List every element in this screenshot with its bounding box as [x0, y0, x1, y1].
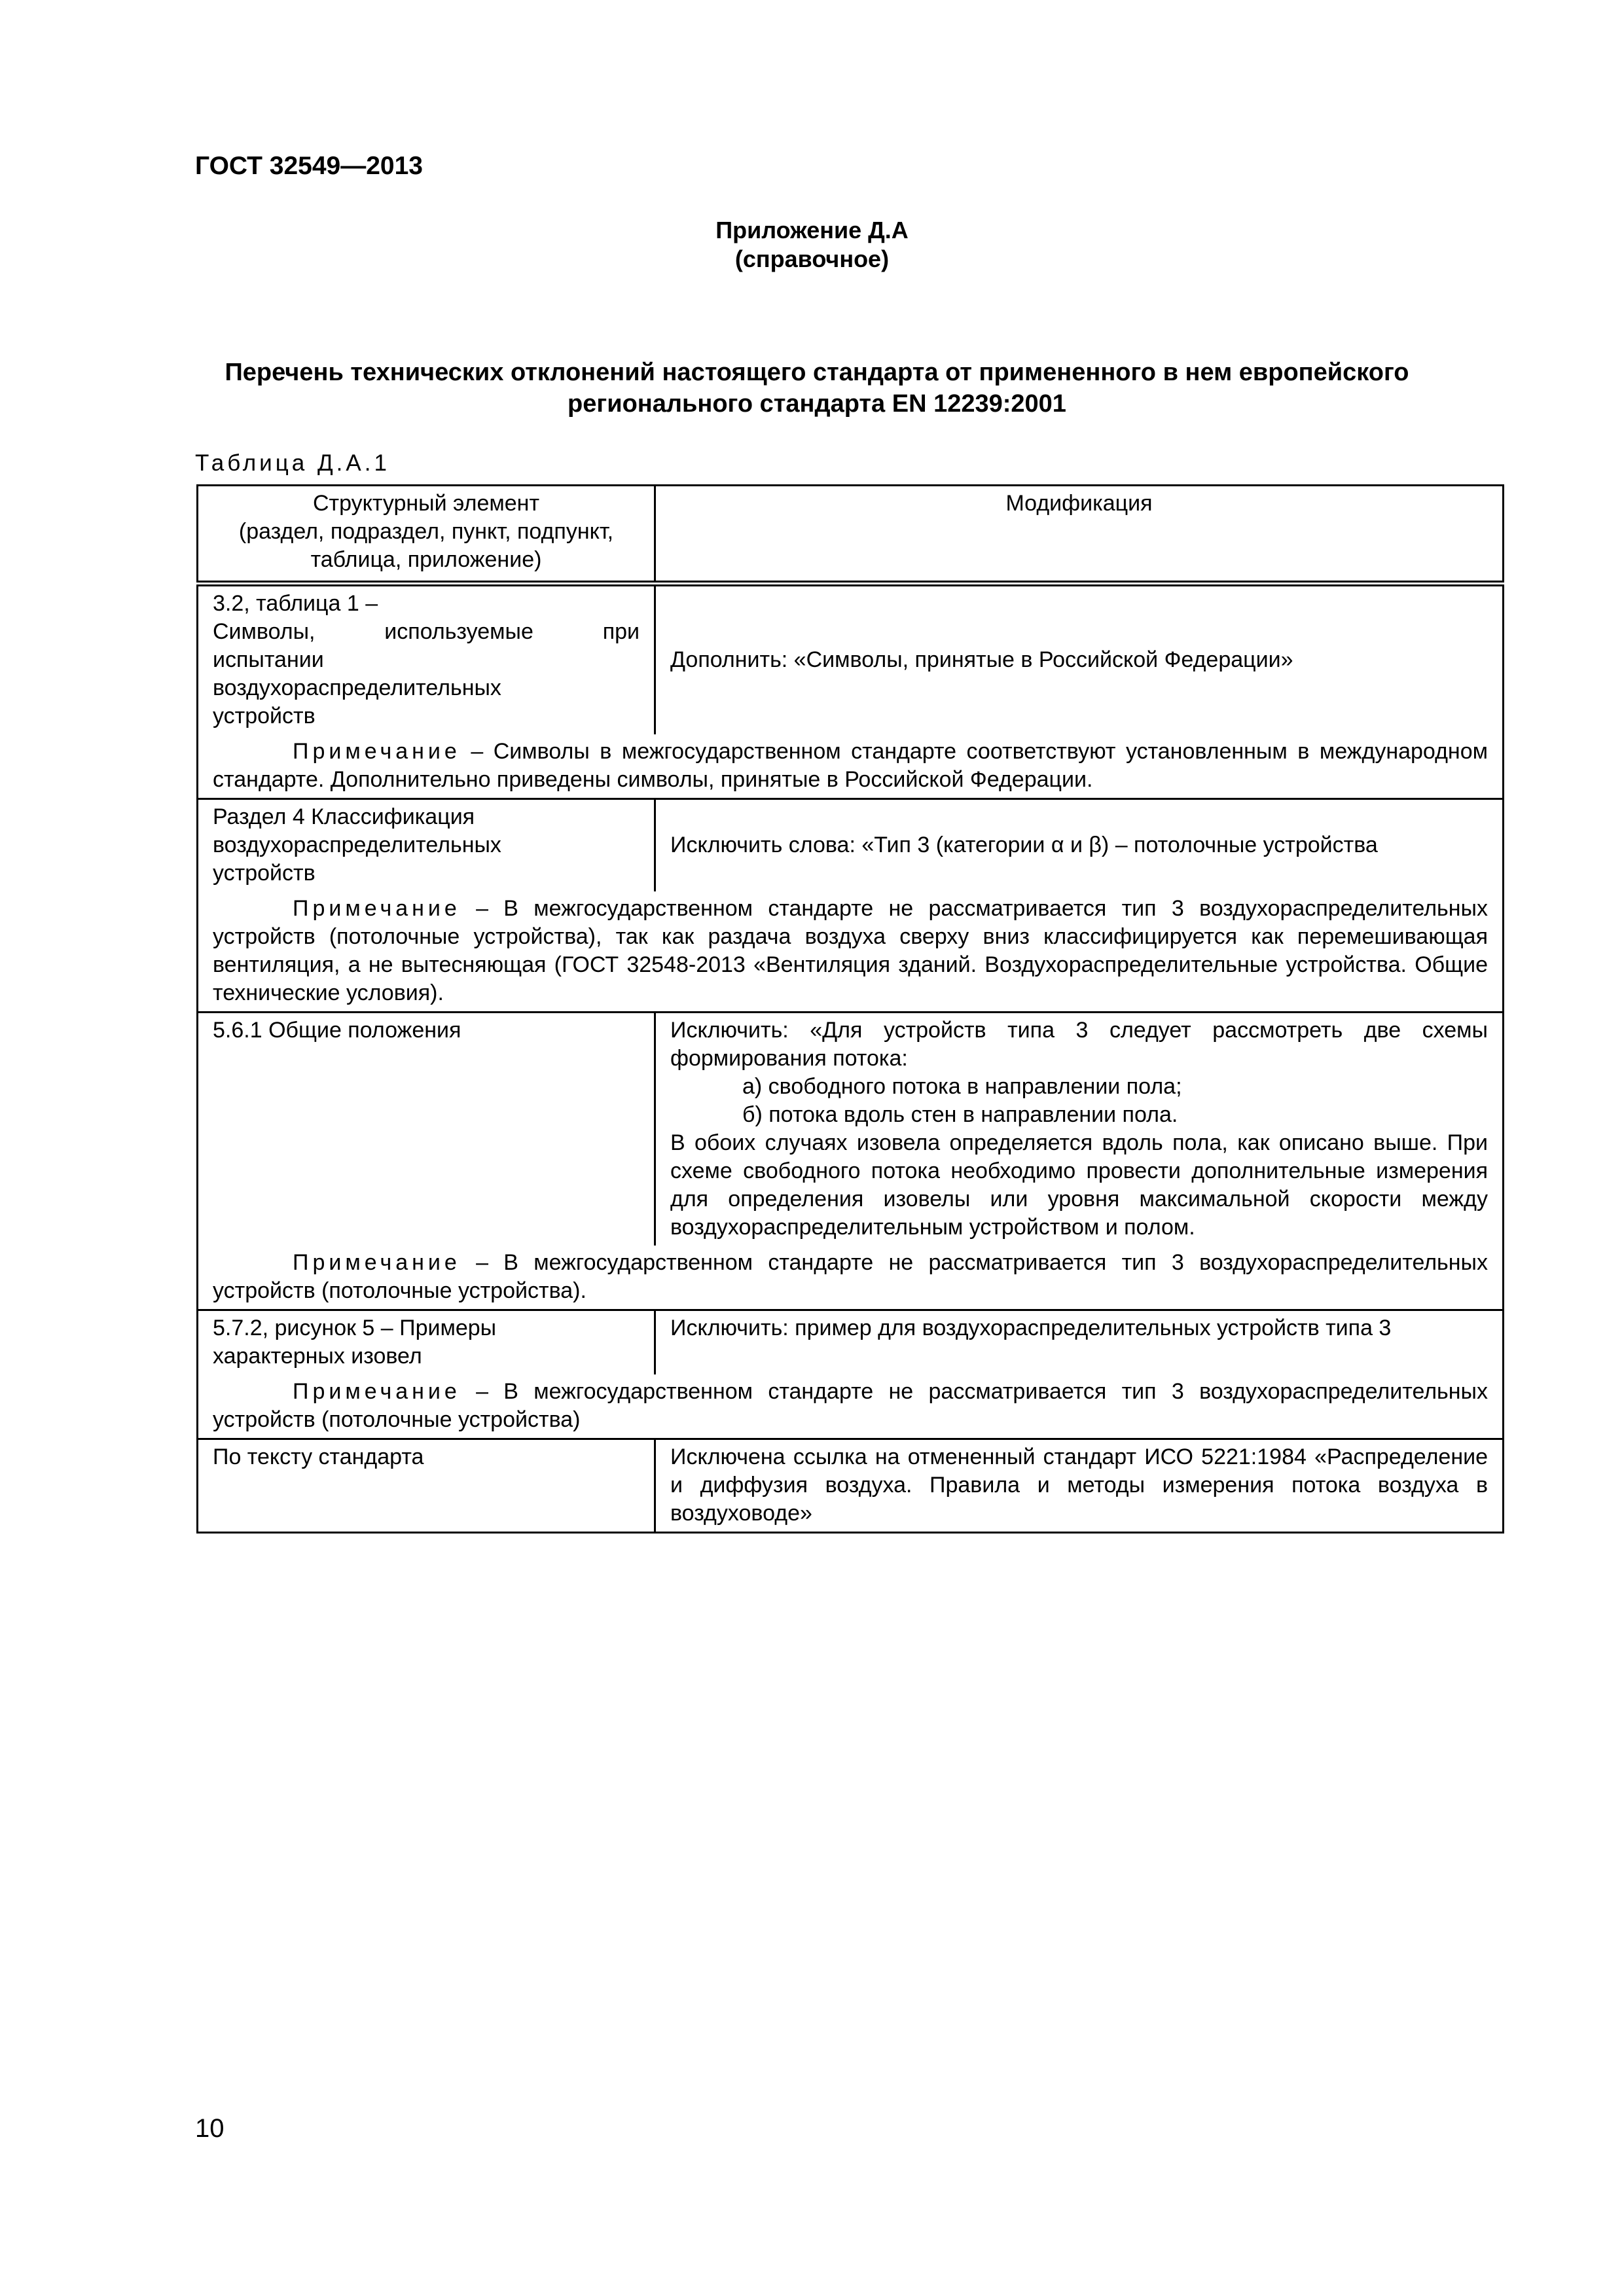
row-modification: Дополнить: «Символы, принятые в Российской Федерации»	[655, 584, 1504, 735]
row-element: Раздел 4 Классификация воздухораспределительных устройств	[198, 799, 655, 892]
row-note: Примечание – В межгосударственном стандарте не рассматривается тип 3 воздухораспределительных устройств (потолочные устройства)	[198, 1374, 1504, 1439]
header-modification: Модификация	[655, 486, 1504, 584]
title-line-1: Перечень технических отклонений настоящего стандарта от примененного в нем европейского	[225, 359, 1409, 386]
document-title	[195, 357, 1439, 420]
header-structural-element: Структурный элемент (раздел, подраздел, пункт, подпункт, таблица, приложение)	[198, 486, 655, 584]
row-modification: Исключить слова: «Тип 3 (категории α и β) – потолочные устройства	[655, 799, 1504, 892]
note-label: Примечание	[293, 1379, 461, 1404]
table-note-row	[198, 891, 1504, 1013]
table-row	[198, 799, 1504, 892]
table-row	[198, 1310, 1504, 1375]
table-caption: Таблица Д.А.1	[195, 450, 390, 476]
row-modification: Исключена ссылка на отмененный стандарт ИСО 5221:1984 «Распределение и диффузия воздуха. Правила и методы измерения потока воздуха в воздуховоде»	[655, 1439, 1504, 1533]
document-code: ГОСТ 32549—2013	[195, 152, 423, 180]
table-header-row	[198, 486, 1504, 584]
row-element: 5.6.1 Общие положения	[198, 1013, 655, 1246]
deviations-table	[196, 484, 1504, 1534]
appendix-type: (справочное)	[734, 245, 890, 272]
table-note-row	[198, 1246, 1504, 1310]
page-number: 10	[195, 2114, 225, 2143]
table-note-row	[198, 734, 1504, 799]
table-row	[198, 584, 1504, 735]
row-modification: Исключить: пример для воздухораспределительных устройств типа 3	[655, 1310, 1504, 1375]
appendix-title: Приложение Д.А	[715, 217, 909, 243]
row-note: Примечание – В межгосударственном стандарте не рассматривается тип 3 воздухораспределительных устройств (потолочные устройства).	[198, 1246, 1504, 1310]
table-note-row	[198, 1374, 1504, 1439]
note-label: Примечание	[293, 896, 461, 921]
note-label: Примечание	[293, 739, 461, 764]
row-element: 3.2, таблица 1 – Символы, используемые при испытании воздухораспределительных устройств	[198, 584, 655, 735]
appendix-heading	[0, 216, 1624, 274]
note-label: Примечание	[293, 1250, 461, 1275]
row-element: 5.7.2, рисунок 5 – Примеры характерных изовел	[198, 1310, 655, 1375]
row-note: Примечание – Символы в межгосударственном стандарте соответствуют установленным в международном стандарте. Дополнительно приведены символы, принятые в Российской Федерации.	[198, 734, 1504, 799]
table-row	[198, 1013, 1504, 1246]
row-element: По тексту стандарта	[198, 1439, 655, 1533]
row-note: Примечание – В межгосударственном стандарте не рассматривается тип 3 воздухораспределительных устройств (потолочные устройства), так как раздача воздуха сверху вниз классифицируется как перемешивающая вентиляция, а не вытесняющая (ГОСТ 32548-2013 «Вентиляция зданий. Воздухораспределительные устройства. Общие технические условия).	[198, 891, 1504, 1013]
title-line-2: регионального стандарта EN 12239:2001	[568, 390, 1066, 418]
table-row	[198, 1439, 1504, 1533]
row-modification: Исключить: «Для устройств типа 3 следует рассмотреть две схемы формирования потока: а) свободного потока в направлении пола; б) потока вдоль стен в направлении пола. В обоих случаях изовела определяется вдоль пола, как описано выше. При схеме свободного потока необходимо провести дополнительные измерения для определения изовелы или уровня максимальной скорости между воздухораспределительным устройством и полом.	[655, 1013, 1504, 1246]
